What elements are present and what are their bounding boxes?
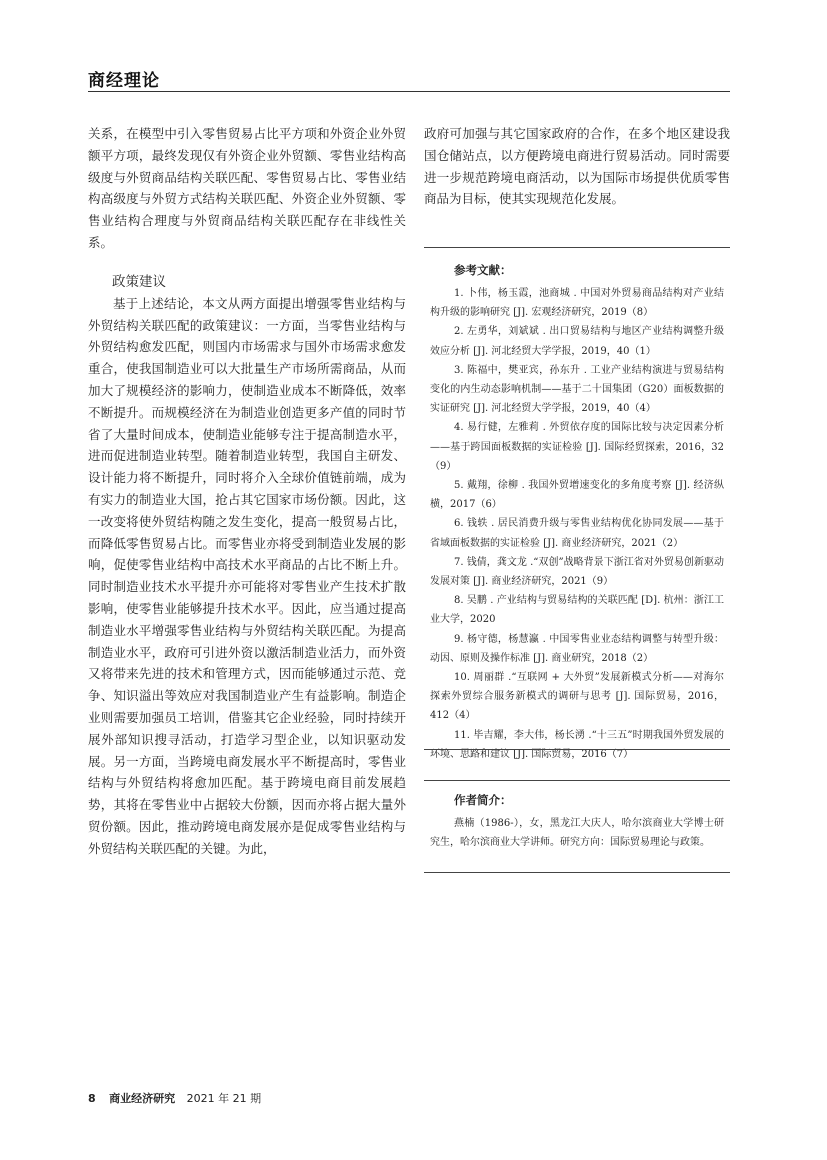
references-list xyxy=(424,284,730,764)
author-bio-text: 燕楠（1986-），女，黑龙江大庆人，哈尔滨商业大学博士研究生，哈尔滨商业大学讲师。研究方向：国际贸易理论与政策。 xyxy=(430,818,724,849)
journal-name: 商业经济研究 xyxy=(109,1092,176,1105)
references-top-rule xyxy=(424,247,730,248)
author-bio-box xyxy=(424,792,730,852)
reference-item: 9. 杨守德，杨慧瀛 . 中国零售业业态结构调整与转型升级：动因、原则及操作标准 [J]. 商业研究，2018（2） xyxy=(430,633,724,664)
reference-item: 10. 周丽群 .“互联网 + 大外贸”发展新模式分析——对海尔探索外贸综合服务新模式的调研与思考 [J]. 国际贸易，2016，412（4） xyxy=(430,672,724,722)
reference-item: 5. 戴翔，徐柳 . 我国外贸增速变化的多角度考察 [J]. 经济纵横，2017（6） xyxy=(430,480,724,511)
page-number: 8 xyxy=(88,1092,96,1105)
reference-item: 6. 钱轶 . 居民消费升级与零售业结构优化协同发展——基于省域面板数据的实证检验 [J]. 商业经济研究，2021（2） xyxy=(430,518,724,549)
reference-item: 11. 毕吉耀，李大伟，杨长湧 .“十三五”时期我国外贸发展的环境、思路和建议 [J]. 国际贸易，2016（7） xyxy=(430,729,724,760)
bio-top-rule xyxy=(424,780,730,781)
issue-label: 2021 年 21 期 xyxy=(186,1092,262,1105)
author-bio-heading: 作者简介： xyxy=(454,793,512,807)
references-bottom-rule xyxy=(424,749,730,750)
references-heading: 参考文献： xyxy=(454,263,512,277)
reference-item: 2. 左勇华，刘斌斌 . 出口贸易结构与地区产业结构调整升级效应分析 [J]. 河北经贸大学学报，2019，40（1） xyxy=(430,326,724,357)
header-rule xyxy=(88,91,730,92)
intro-paragraph: 关系，在模型中引入零售贸易占比平方项和外资企业外贸额平方项，最终发现仅有外资企业外贸额、零售业结构高级度与外贸商品结构关联匹配、零售贸易占比、零售业结构高级度与外贸方式结构关联匹配、外资企业外贸额、零售业结构合理度与外贸商品结构关联匹配存在非线性关系。 xyxy=(88,126,406,250)
reference-item: 4. 易行健，左雅莉 . 外贸依存度的国际比较与决定因素分析——基于跨国面板数据的实证检验 [J]. 国际经贸探索，2016，32（9） xyxy=(430,422,724,472)
section-header: 商经理论 xyxy=(88,71,160,91)
left-column xyxy=(88,123,406,860)
references-box xyxy=(424,262,730,764)
right-column xyxy=(424,123,730,210)
page-footer xyxy=(88,1090,261,1106)
reference-item: 7. 钱倩，龚文龙 .“双创”战略背景下浙江省对外贸易创新驱动发展对策 [J]. 商业经济研究，2021（9） xyxy=(430,556,724,588)
reference-item: 8. 吴鹏 . 产业结构与贸易结构的关联匹配 [D]. 杭州：浙江工业大学，2020 xyxy=(430,595,724,626)
continuation-paragraph: 政府可加强与其它国家政府的合作，在多个地区建设我国仓储站点，以方便跨境电商进行贸易活动。同时需要进一步规范跨境电商活动，以为国际市场提供优质零售商品为目标，使其实现规范化发展。 xyxy=(424,126,730,207)
section-title: 政策建议 xyxy=(112,273,166,290)
reference-item: 1. 卜伟，杨玉霞，池商城 . 中国对外贸易商品结构对产业结构升级的影响研究 [J]. 宏观经济研究，2019（8） xyxy=(430,288,724,319)
bio-bottom-rule xyxy=(424,872,730,873)
body-paragraph: 基于上述结论，本文从两方面提出增强零售业结构与外贸结构关联匹配的政策建议：一方面，当零售业结构与外贸结构愈发匹配，则国内市场需求与国外市场需求愈发重合，使我国制造业可以大批量生产市场所需商品，从而加大了规模经济的影响力，使制造业成本不断降低，效率不断提升。而规模经济在为制造业创造更多产值的同时节省了大量时间成本，使制造业能够专注于提高制造水平，进而促进制造业转型。随着制造业转型，我国自主研发、设计能力将不断提升，同时将介入全球价值链前端，成为有实力的制造业大国，抢占其它国家市场份额。因此，这一改变将使外贸结构随之发生变化，提高一般贸易占比，而降低零售贸易占比。而零售业亦将受到制造业发展的影响，促使零售业结构中高技术水平商品的占比不断上升。同时制造业技术水平提升亦可能将对零售业产生技术扩散影响，使零售业能够提升技术水平。因此，应当通过提高制造业水平增强零售业结构与外贸结构关联匹配。为提高制造业水平，政府可引进外资以激活制造业活力，而外资又将带来先进的技术和管理方式，因而能够通过示范、竞争、知识溢出等效应对我国制造业产生有益影响。制造企业则需要加强员工培训，借鉴其它企业经验，同时持续开展外部知识搜寻活动，打造学习型企业，以知识驱动发展。另一方面，当跨境电商发展水平不断提高时，零售业结构与外贸结构将愈加匹配。基于跨境电商目前发展趋势，其将在零售业中占据较大份额，因而亦将占据大量外贸份额。因此，推动跨境电商发展亦是促成零售业结构与外贸结构关联匹配的关键。为此， xyxy=(88,295,406,856)
reference-item: 3. 陈福中，樊亚宾，孙东升 . 工业产业结构演进与贸易结构变化的内生动态影响机制——基于二十国集团（G20）面板数据的实证研究 [J]. 河北经贸大学学报，2019，40（4） xyxy=(430,364,724,415)
